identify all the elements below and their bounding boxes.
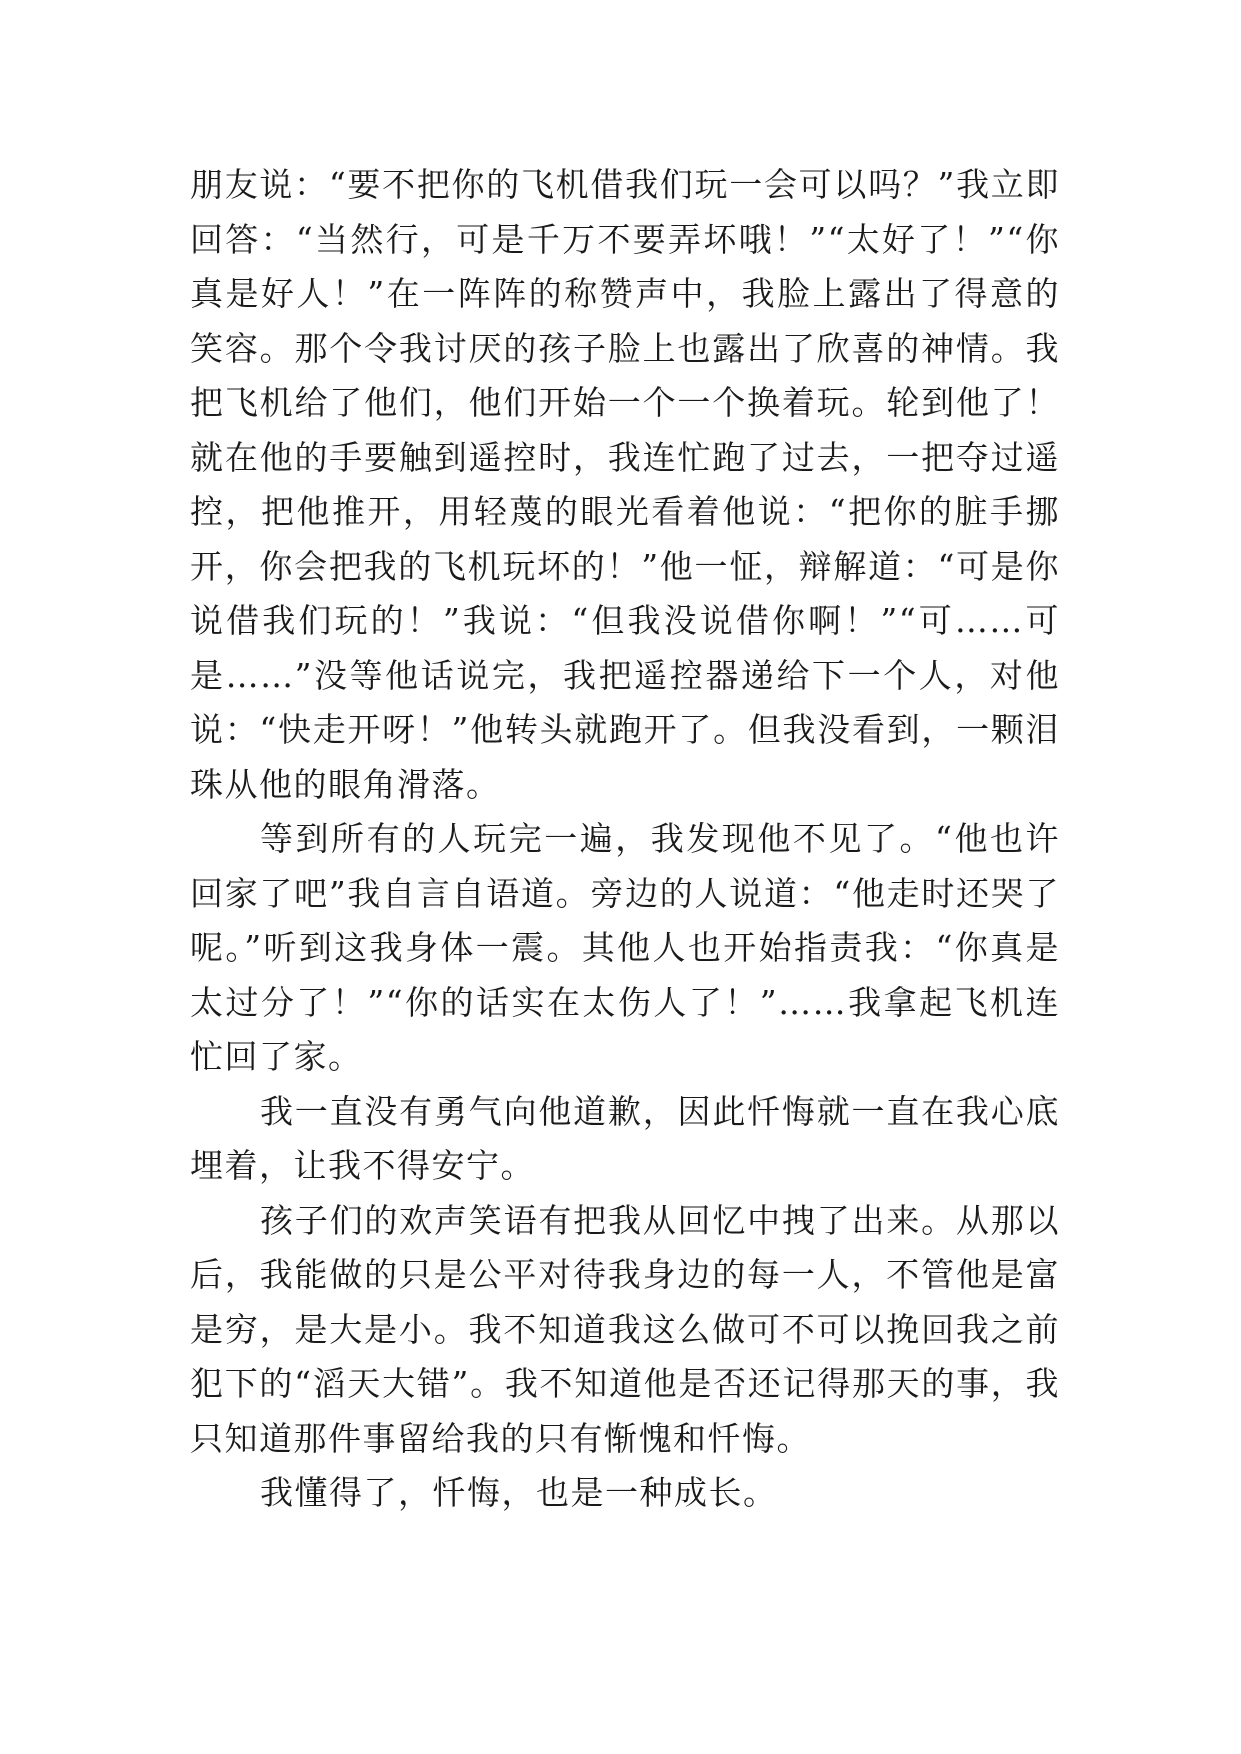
paragraph-3: 我一直没有勇气向他道歉，因此忏悔就一直在我心底埋着，让我不得安宁。: [190, 1091, 1060, 1185]
paragraph-2: 等到所有的人玩完一遍，我发现他不见了。“他也许回家了吧”我自言自语道。旁边的人说道：“他走时还哭了呢。”听到这我身体一震。其他人也开始指责我：“你真是太过分了！”“你的话实在太伤人了！”……我拿起飞机连忙回了家。: [190, 819, 1060, 1076]
paragraph-4: 孩子们的欢声笑语有把我从回忆中拽了出来。从那以后，我能做的只是公平对待我身边的每一人，不管他是富是穷，是大是小。我不知道我这么做可不可以挽回我之前犯下的“滔天大错”。我不知道他是否还记得那天的事，我只知道那件事留给我的只有惭愧和忏悔。: [190, 1200, 1060, 1458]
paragraph-5: 我懂得了，忏悔，也是一种成长。: [260, 1473, 778, 1512]
paragraph-1: 朋友说：“要不把你的飞机借我们玩一会可以吗？”我立即回答：“当然行，可是千万不要弄坏哦！”“太好了！”“你真是好人！”在一阵阵的称赞声中，我脸上露出了得意的笑容。那个令我讨厌的孩子脸上也露出了欣喜的神情。我把飞机给了他们，他们开始一个一个换着玩。轮到他了！就在他的手要触到遥控时，我连忙跑了过去，一把夺过遥控，把他推开，用轻蔑的眼光看着他说：“把你的脏手挪开，你会把我的飞机玩坏的！”他一怔，辩解道：“可是你说借我们玩的！”我说：“但我没说借你啊！”“可……可是……”没等他话说完，我把遥控器递给下一个人，对他说：“快走开呀！”他转头就跑开了。但我没看到，一颗泪珠从他的眼角滑落。: [190, 165, 1060, 804]
essay-body: [190, 158, 1060, 1521]
